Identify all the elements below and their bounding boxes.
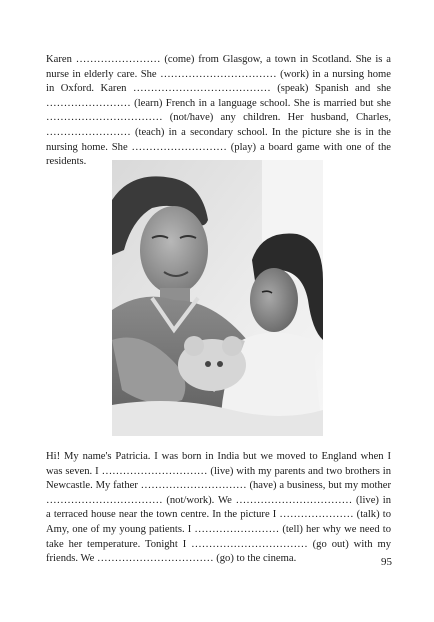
exercise-paragraph-patricia: Hi! My name's Patricia. I was born in India but we moved to England when I was seven. I ………………………… (live) with my parents and two brothers in Newcastle. My father ………………………… (have) a business, but my mother …………………………… (not/work). We …………………………… (live) in a terraced house near the town centre. In the picture I ………………… (talk) to Amy, one of my young patients. I …………………… (tell) her why we need to take her temperature. Tonight I …………………………… (go out) with my friends. We …………………………… (go) to the cinema. bbox=[46, 451, 391, 565]
photo-illustration bbox=[112, 160, 323, 436]
page-number: 95 bbox=[381, 556, 392, 568]
photo-nurse-with-child bbox=[112, 160, 323, 436]
exercise-paragraph-karen: Karen …………………… (come) from Glasgow, a town in Scotland. She is a nurse in elderly care. She …………………………… (work) in a nursing home in Oxford. Karen ………………………………… (speak) Spanish and she …………………… (learn) French in a language school. She is married but she …………………………… (not/have) any children. Her husband, Charles, …………………… (teach) in a secondary school. In the picture she is in the nursing home. She ……………………… (play) a board game with one of the residents. bbox=[46, 54, 391, 168]
